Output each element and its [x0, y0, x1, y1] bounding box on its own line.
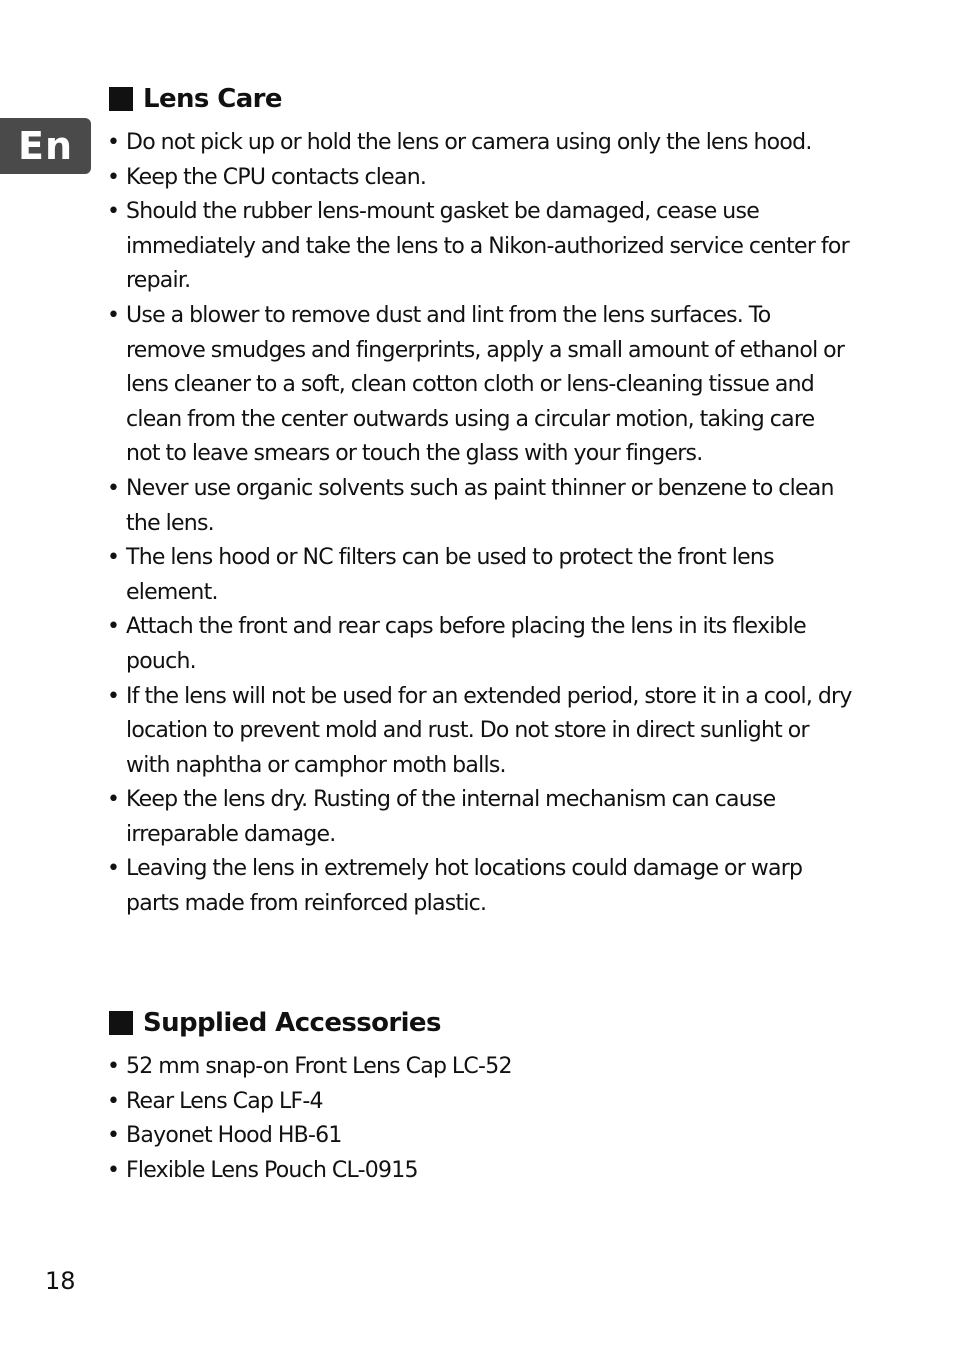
bullet-icon: •: [107, 164, 120, 190]
list-item: [107, 610, 852, 679]
list-item-text: Flexible Lens Pouch CL-0915: [126, 1157, 418, 1183]
list-item-text: Leaving the lens in extremely hot locations could damage or warp parts made from reinforced plastic.: [126, 856, 803, 917]
heading-square-icon: [109, 87, 133, 111]
bullet-icon: •: [107, 614, 120, 640]
list-item-text: Should the rubber lens-mount gasket be damaged, cease use immediately and take the lens to a Nikon-authorized service center for repair.: [126, 199, 849, 294]
bullet-icon: •: [107, 1157, 120, 1183]
list-item-text: Rear Lens Cap LF-4: [126, 1088, 323, 1114]
list-item-text: Never use organic solvents such as paint thinner or benzene to clean the lens.: [126, 475, 834, 536]
bullet-icon: •: [107, 545, 120, 571]
bullet-icon: •: [107, 130, 120, 155]
heading-square-icon: [109, 1011, 133, 1035]
bullet-icon: •: [107, 302, 120, 328]
bullet-icon: •: [107, 1054, 120, 1079]
list-item-text: Use a blower to remove dust and lint from the lens surfaces. To remove smudges and fingerprints, apply a small amount of ethanol or lens cleaner to a soft, clean cotton cloth or lens-cleaning tissue and clean from the center outwards using a circular motion, taking care not to leave smears or touch the glass with your fingers.: [126, 302, 845, 467]
bullet-icon: •: [107, 856, 120, 882]
list-item-text: Keep the CPU contacts clean.: [126, 164, 427, 190]
lens-care-heading-text: Lens Care: [143, 84, 282, 114]
supplied-accessories-list: [107, 1050, 852, 1188]
bullet-icon: •: [107, 475, 120, 501]
list-item: [107, 852, 852, 921]
list-item: [107, 472, 852, 541]
list-item: [107, 161, 852, 196]
list-item-text: Keep the lens dry. Rusting of the internal mechanism can cause irreparable damage.: [126, 787, 776, 847]
list-item-text: Attach the front and rear caps before placing the lens in its flexible pouch.: [126, 614, 806, 674]
supplied-accessories-heading: [109, 1008, 441, 1038]
language-tab: En: [0, 118, 91, 174]
bullet-icon: •: [107, 199, 120, 225]
bullet-icon: •: [107, 1123, 120, 1149]
list-item: [107, 1050, 852, 1085]
list-item-text: Bayonet Hood HB-61: [126, 1123, 342, 1149]
list-item: [107, 783, 852, 852]
lens-care-list: [107, 126, 852, 922]
list-item: [107, 680, 852, 784]
list-item: [107, 541, 852, 610]
lens-care-heading: [109, 84, 282, 114]
list-item: [107, 1119, 852, 1154]
bullet-icon: •: [107, 787, 120, 813]
list-item-text: Do not pick up or hold the lens or camera using only the lens hood.: [126, 130, 812, 155]
list-item: [107, 299, 852, 472]
list-item: [107, 1154, 852, 1189]
supplied-accessories-heading-text: Supplied Accessories: [143, 1008, 441, 1038]
bullet-icon: •: [107, 1088, 120, 1114]
list-item-text: If the lens will not be used for an extended period, store it in a cool, dry location to prevent mold and rust. Do not store in direct sunlight or with naphtha or camphor moth balls.: [126, 683, 852, 778]
list-item: [107, 1085, 852, 1120]
list-item: [107, 126, 852, 161]
list-item-text: The lens hood or NC filters can be used to protect the front lens element.: [126, 545, 774, 605]
list-item: [107, 195, 852, 299]
page-number: 18: [45, 1267, 76, 1295]
list-item-text: 52 mm snap-on Front Lens Cap LC-52: [126, 1054, 512, 1079]
bullet-icon: •: [107, 683, 120, 709]
